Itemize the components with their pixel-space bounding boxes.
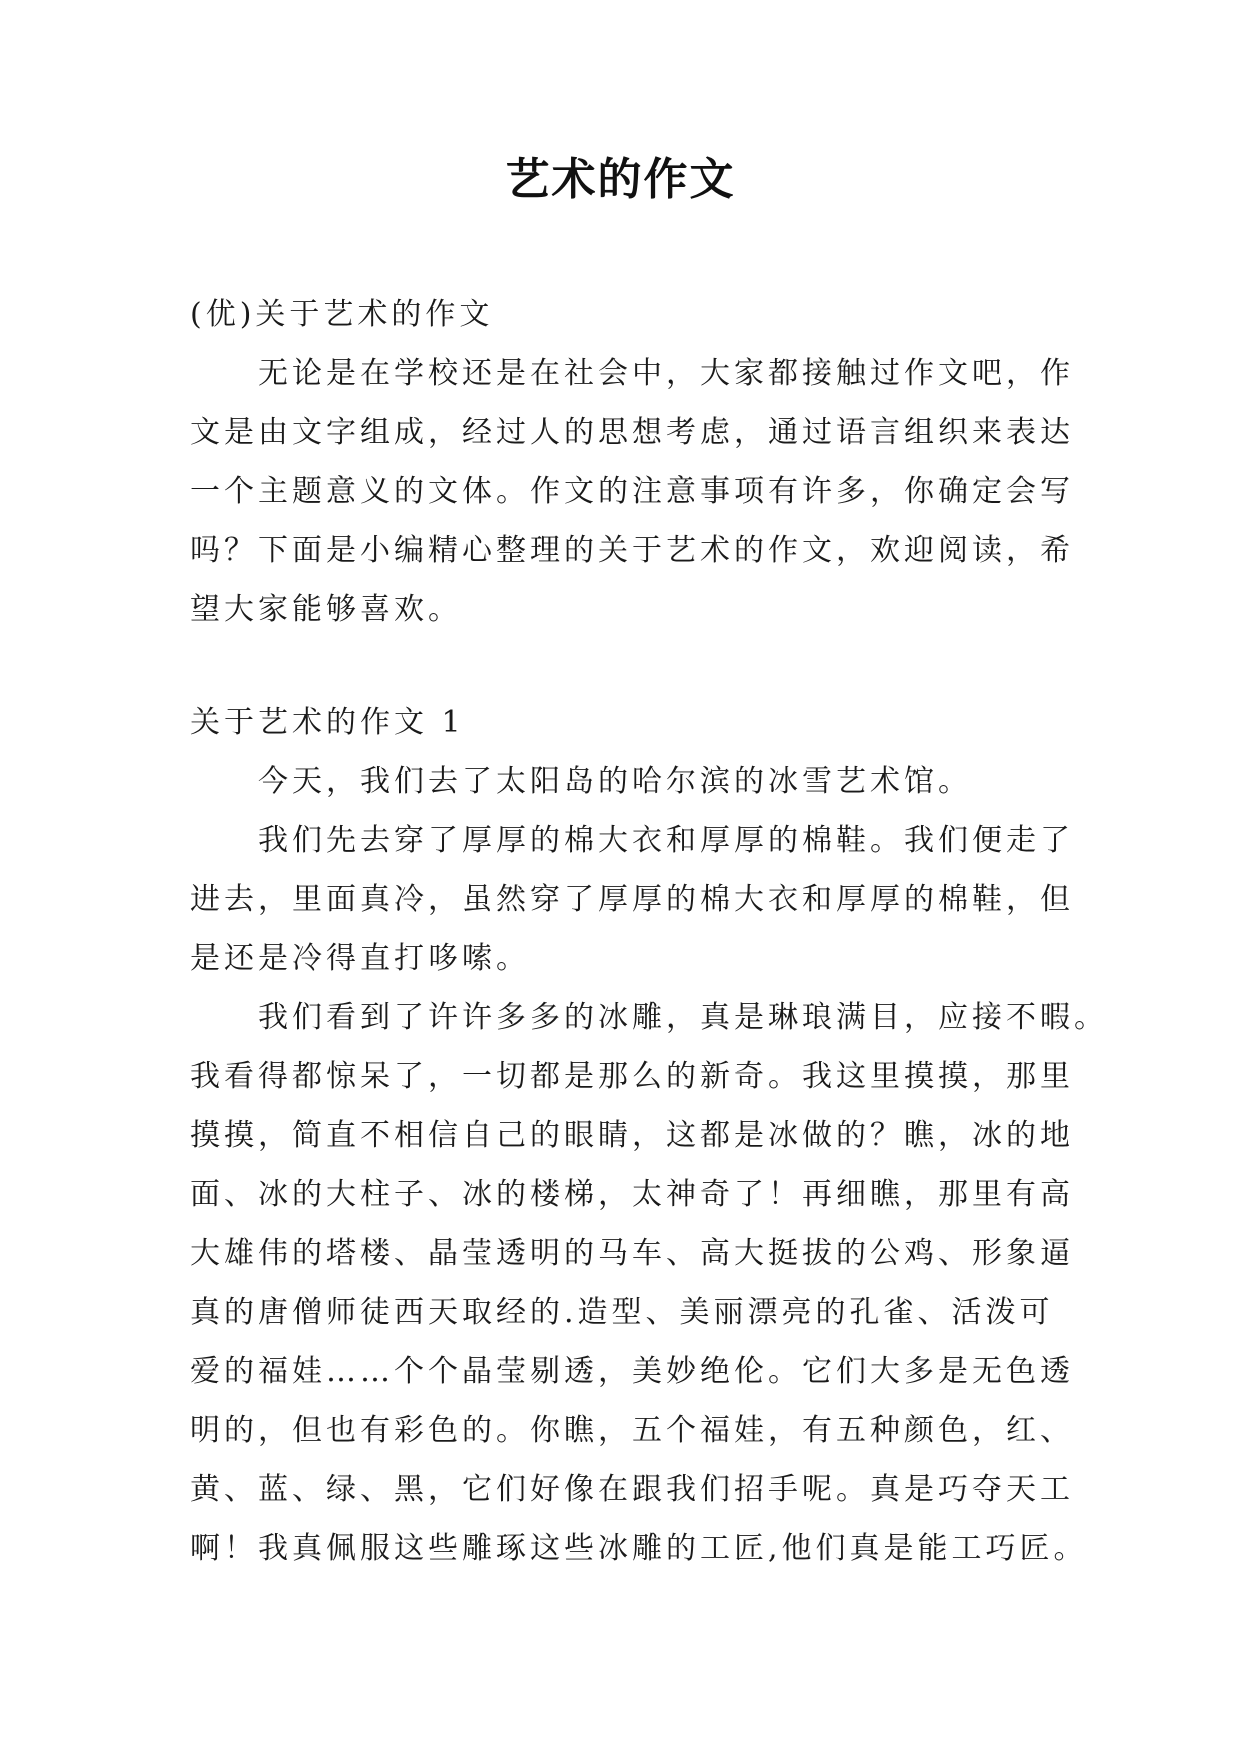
text-line: 我们先去穿了厚厚的棉大衣和厚厚的棉鞋。我们便走了: [258, 823, 1074, 858]
text-line: 今天，我们去了太阳岛的哈尔滨的冰雪艺术馆。: [258, 764, 972, 799]
text-line: 爱的福娃……个个晶莹剔透，美妙绝伦。它们大多是无色透: [190, 1354, 1074, 1389]
intro-paragraph: [190, 344, 1074, 639]
text-line: 我看得都惊呆了，一切都是那么的新奇。我这里摸摸，那里: [190, 1059, 1074, 1094]
document-title: 艺术的作文: [505, 154, 736, 205]
text-line: 进去，里面真冷，虽然穿了厚厚的棉大衣和厚厚的棉鞋，但: [190, 882, 1074, 917]
text-line: 啊！我真佩服这些雕琢这些冰雕的工匠,他们真是能工巧匠。: [190, 1531, 1088, 1566]
document-body: [190, 285, 1108, 1578]
text-line: 我们看到了许许多多的冰雕，真是琳琅满目，应接不暇。: [258, 1000, 1108, 1035]
section-heading: 关于艺术的作文 1: [190, 705, 465, 740]
text-line: 无论是在学校还是在社会中，大家都接触过作文吧，作: [258, 356, 1074, 391]
text-line: 大雄伟的塔楼、晶莹透明的马车、高大挺拔的公鸡、形象逼: [190, 1236, 1074, 1271]
text-line: 是还是冷得直打哆嗦。: [190, 941, 530, 976]
subtitle: (优)关于艺术的作文: [190, 297, 494, 332]
text-line: 望大家能够喜欢。: [190, 592, 462, 627]
paragraph-1: [190, 752, 1070, 811]
paragraph-spacer: [190, 639, 1070, 693]
text-line: 文是由文字组成，经过人的思想考虑，通过语言组织来表达: [190, 415, 1074, 450]
text-line: 一个主题意义的文体。作文的注意事项有许多，你确定会写: [190, 474, 1074, 509]
text-line: 明的，但也有彩色的。你瞧，五个福娃，有五种颜色，红、: [190, 1413, 1074, 1448]
text-line: 吗？下面是小编精心整理的关于艺术的作文，欢迎阅读，希: [190, 533, 1074, 568]
text-line: 黄、蓝、绿、黑，它们好像在跟我们招手呢。真是巧夺天工: [190, 1472, 1074, 1507]
text-line: 摸摸，简直不相信自己的眼睛，这都是冰做的？瞧，冰的地: [190, 1118, 1074, 1153]
paragraph-3: [190, 988, 1108, 1578]
text-line: 真的唐僧师徒西天取经的.造型、美丽漂亮的孔雀、活泼可: [190, 1295, 1054, 1330]
text-line: 面、冰的大柱子、冰的楼梯，太神奇了！再细瞧，那里有高: [190, 1177, 1074, 1212]
paragraph-2: [190, 811, 1074, 988]
